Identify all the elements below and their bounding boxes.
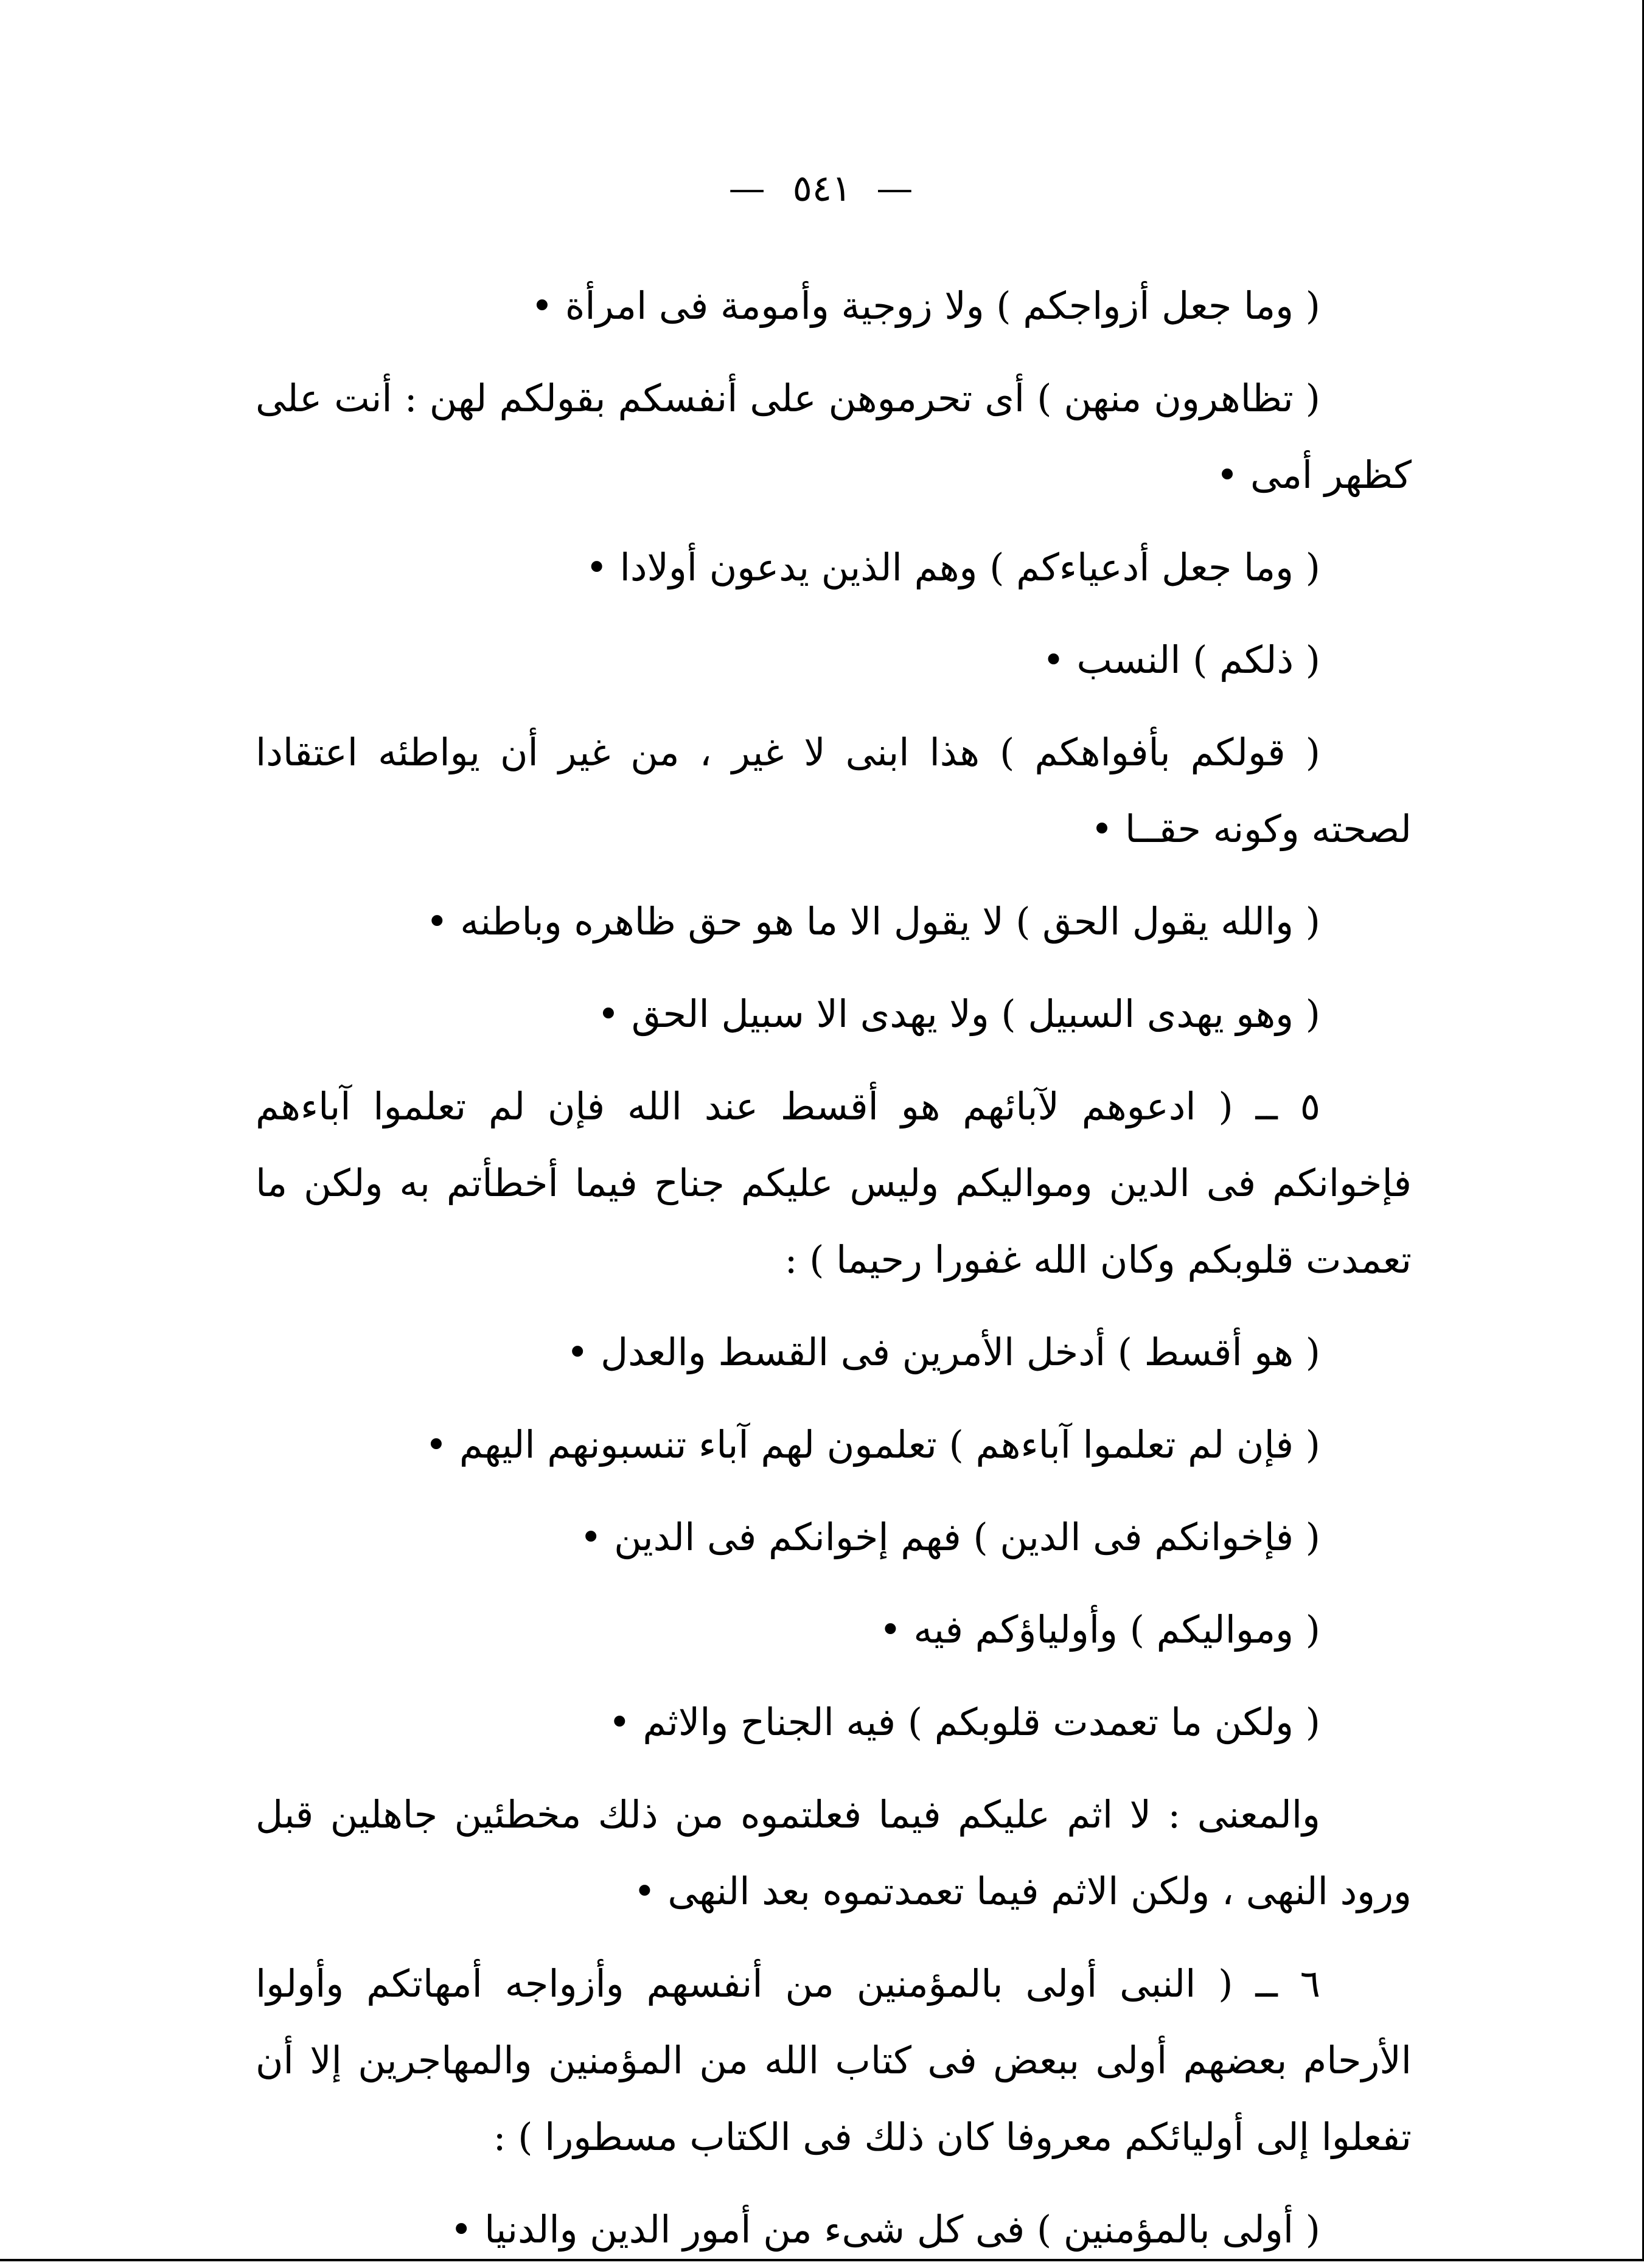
gloss-line: ( ومواليكم ) وأولياؤكم فيه •	[879, 1607, 1320, 1652]
meaning-paragraph: والمعنى : لا اثم عليكم فيما فعلتموه من ذلك مخطئين جاهلين قبل ورود النهى ، ولكن الاثم فيما تعمدتموه بعد النهى •	[256, 1792, 1412, 1913]
gloss-line: ( هو أقسط ) أدخل الأمرين فى القسط والعدل •	[566, 1330, 1320, 1374]
page-number-value: ٥٤١	[792, 167, 852, 210]
gloss-line: ( أولى بالمؤمنين ) فى كل شىء من أمور الدين والدنيا •	[450, 2207, 1320, 2252]
gloss-line: ( وما جعل أزواجكم ) ولا زوجية وأمومة فى امرأة •	[531, 284, 1320, 328]
gloss-line: ( تظاهرون منهن ) أى تحرموهن على أنفسكم بقولكم لهن : أنت على كظهر أمى •	[256, 376, 1412, 497]
gloss-line: ( ذلكم ) النسب •	[1042, 638, 1320, 682]
gloss-line: ( قولكم بأفواهكم ) هذا ابنى لا غير ، من غير أن يواطئه اعتقادا لصحته وكونه حقــا •	[256, 730, 1412, 851]
body-text	[256, 268, 1412, 2268]
gloss-line: ( وما جعل أدعياءكم ) وهم الذين يدعون أولادا •	[585, 545, 1320, 590]
gloss-line: ( والله يقول الحق ) لا يقول الا ما هو حق ظاهره وباطنه •	[425, 899, 1320, 944]
verse-paragraph: ٥ ــ ( ادعوهم لآبائهم هو أقسط عند الله فإن لم تعلموا آباءهم فإخوانكم فى الدين ومواليكم وليس عليكم جناح فيما أخطأتم به ولكن ما تعمدت قلوبكم وكان الله غفورا رحيما ) :	[256, 1084, 1412, 1282]
page-number-dash-right: —	[728, 167, 768, 210]
gloss-line: ( وهو يهدى السبيل ) ولا يهدى الا سبيل الحق •	[597, 992, 1320, 1036]
page-number	[0, 164, 1644, 213]
verse-paragraph: ٦ ــ ( النبى أولى بالمؤمنين من أنفسهم وأزواجه أمهاتكم وأولوا الأرحام بعضهم أولى ببعض فى كتاب الله من المؤمنين والمهاجرين إلا أن تفعلوا إلى أوليائكم معروفا كان ذلك فى الكتاب مسطورا ) :	[256, 1961, 1412, 2159]
gloss-line: ( فإن لم تعلموا آباءهم ) تعلمون لهم آباء تنسبونهم اليهم •	[425, 1422, 1320, 1467]
page-number-dash-left: —	[876, 167, 916, 210]
gloss-line: ( فإخوانكم فى الدين ) فهم إخوانكم فى الدين •	[579, 1515, 1320, 1559]
gloss-line: ( ولكن ما تعمدت قلوبكم ) فيه الجناح والاثم •	[608, 1700, 1320, 1744]
